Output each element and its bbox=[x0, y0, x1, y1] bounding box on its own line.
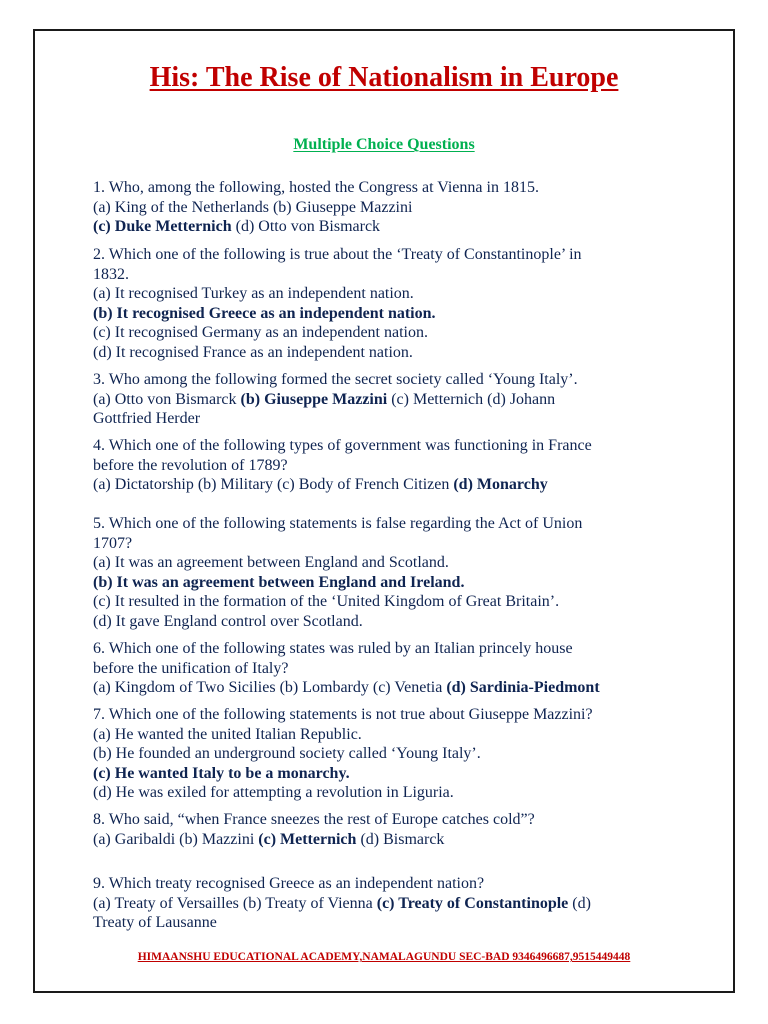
question-1-answer: (c) Duke Metternich bbox=[93, 218, 232, 236]
question-5-answer: (b) It was an agreement between England and Ireland. bbox=[93, 573, 465, 591]
question-7-option-a: (a) He wanted the united Italian Republic. bbox=[93, 725, 362, 743]
question-3-text: 3. Who among the following formed the secret society called ‘Young Italy’. bbox=[93, 371, 578, 388]
question-7-option-d: (d) He was exiled for attempting a revolution in Liguria. bbox=[93, 784, 454, 802]
question-8-answer: (c) Metternich bbox=[258, 830, 357, 848]
question-3-options-line-2: Gottfried Herder bbox=[93, 410, 201, 428]
question-4-options-a-c: (a) Dictatorship (b) Military (c) Body of French Citizen bbox=[93, 476, 454, 494]
question-7 bbox=[93, 705, 683, 803]
question-8-option-d: (d) Bismarck bbox=[356, 830, 445, 848]
question-1-options-c-d bbox=[93, 217, 683, 237]
question-4-answer: (d) Monarchy bbox=[453, 476, 548, 494]
question-6-answer: (d) Sardinia-Piedmont bbox=[446, 679, 600, 697]
question-6-options bbox=[93, 678, 683, 698]
question-3-option-a: (a) Otto von Bismarck bbox=[93, 390, 241, 408]
question-5-text-line-2: 1707? bbox=[93, 534, 133, 552]
footer-academy-contact: HIMAANSHU EDUCATIONAL ACADEMY,NAMALAGUNDU SEC-BAD 9346496687,9515449448 bbox=[137, 951, 631, 963]
question-2 bbox=[93, 245, 683, 363]
question-5-option-c: (c) It resulted in the formation of the ‘United Kingdom of Great Britain’. bbox=[93, 593, 560, 611]
question-3-options-c-d: (c) Metternich (d) Johann bbox=[387, 390, 556, 408]
question-5 bbox=[93, 514, 683, 632]
question-8-options-a-b: (a) Garibaldi (b) Mazzini bbox=[93, 830, 259, 848]
question-7-answer: (c) He wanted Italy to be a monarchy. bbox=[93, 764, 350, 782]
question-2-option-a: (a) It recognised Turkey as an independent nation. bbox=[93, 285, 414, 303]
question-3-options-line-1 bbox=[93, 390, 683, 410]
question-8-options bbox=[93, 830, 683, 850]
question-4-text-line-2: before the revolution of 1789? bbox=[93, 456, 288, 474]
page-title: His: The Rise of Nationalism in Europe bbox=[149, 62, 619, 93]
question-4-options bbox=[93, 475, 683, 495]
question-2-text-line-1: 2. Which one of the following is true about the ‘Treaty of Constantinople’ in bbox=[93, 246, 582, 263]
question-9-options-line-2: Treaty of Lausanne bbox=[93, 914, 217, 932]
question-2-text-line-2: 1832. bbox=[93, 265, 129, 283]
question-9-options-line-1 bbox=[93, 894, 683, 914]
question-3-answer: (b) Giuseppe Mazzini bbox=[240, 390, 388, 408]
question-1-option-d: (d) Otto von Bismarck bbox=[231, 218, 381, 236]
question-9 bbox=[93, 874, 683, 933]
question-8-text: 8. Who said, “when France sneezes the rest of Europe catches cold”? bbox=[93, 811, 535, 828]
question-7-option-b: (b) He founded an underground society called ‘Young Italy’. bbox=[93, 745, 481, 763]
question-6-options-a-c: (a) Kingdom of Two Sicilies (b) Lombardy (c) Venetia bbox=[93, 679, 447, 697]
question-8 bbox=[93, 810, 683, 849]
question-9-option-d-label: (d) bbox=[568, 894, 591, 912]
question-4-text-line-1: 4. Which one of the following types of government was functioning in France bbox=[93, 437, 592, 454]
question-7-text: 7. Which one of the following statements is not true about Giuseppe Mazzini? bbox=[93, 706, 593, 723]
question-9-text: 9. Which treaty recognised Greece as an independent nation? bbox=[93, 875, 485, 892]
question-6-text-line-2: before the unification of Italy? bbox=[93, 659, 289, 677]
question-1-options-a-b: (a) King of the Netherlands (b) Giuseppe Mazzini bbox=[93, 198, 413, 216]
question-2-option-c: (c) It recognised Germany as an independent nation. bbox=[93, 324, 428, 342]
question-9-answer: (c) Treaty of Constantinople bbox=[376, 894, 569, 912]
question-5-text-line-1: 5. Which one of the following statements is false regarding the Act of Union bbox=[93, 515, 583, 532]
question-6 bbox=[93, 639, 683, 698]
question-3 bbox=[93, 370, 683, 429]
question-5-option-d: (d) It gave England control over Scotland. bbox=[93, 612, 363, 630]
question-9-options-a-b: (a) Treaty of Versailles (b) Treaty of Vienna bbox=[93, 894, 377, 912]
question-4 bbox=[93, 436, 683, 495]
question-2-answer: (b) It recognised Greece as an independent nation. bbox=[93, 304, 436, 322]
question-5-option-a: (a) It was an agreement between England and Scotland. bbox=[93, 554, 449, 572]
question-1 bbox=[93, 178, 683, 237]
page-subtitle: Multiple Choice Questions bbox=[293, 136, 475, 153]
question-2-option-d: (d) It recognised France as an independent nation. bbox=[93, 343, 413, 361]
question-6-text-line-1: 6. Which one of the following states was ruled by an Italian princely house bbox=[93, 640, 573, 657]
question-1-text: 1. Who, among the following, hosted the Congress at Vienna in 1815. bbox=[93, 179, 539, 196]
